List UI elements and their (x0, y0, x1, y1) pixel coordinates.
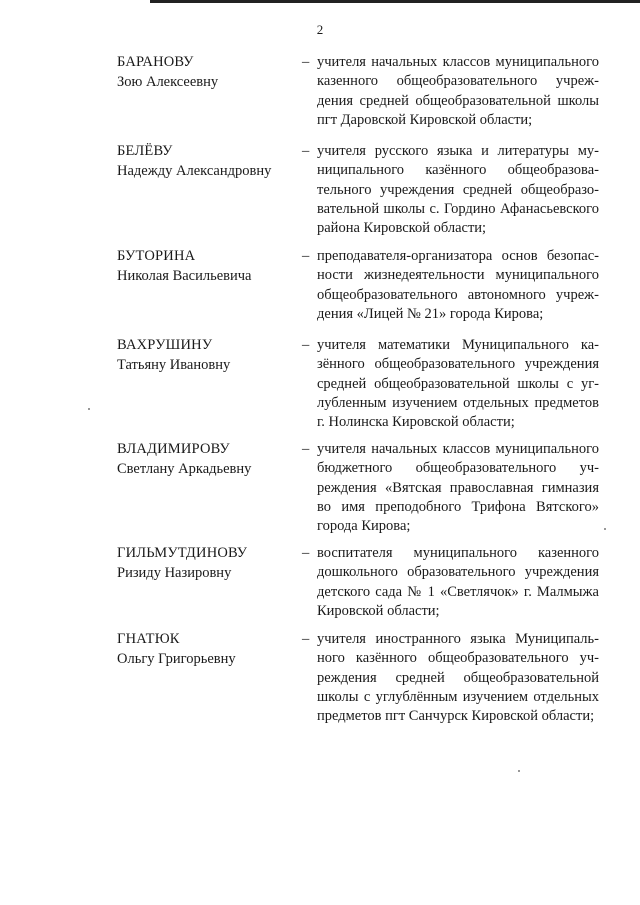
person-given-name: Ольгу Григорьевну (117, 650, 236, 667)
person-surname: ГНАТЮК (117, 631, 180, 647)
entry-description: учителя русского языка и литературы муниципального казённого общеобразовательного учреждения средней общеобразовательной школы с. Гордино Афанасьевского района Кировской области; (317, 143, 599, 237)
person-surname: ГИЛЬМУТДИНОВУ (117, 545, 248, 561)
entry-dash: – (302, 143, 310, 159)
scan-speck (604, 528, 606, 530)
entry-dash: – (302, 248, 310, 264)
person-given-name: Надежду Александровну (117, 162, 272, 179)
person-given-name: Зою Алексеевну (117, 73, 219, 90)
page-number: 2 (316, 22, 324, 37)
person-name (117, 53, 297, 92)
person-surname: БАРАНОВУ (117, 54, 194, 70)
person-given-name: Ризиду Назировну (117, 564, 232, 581)
person-name (117, 336, 297, 375)
person-surname: БУТОРИНА (117, 248, 196, 264)
entry-dash: – (302, 631, 310, 647)
person-given-name: Светлану Аркадьевну (117, 460, 252, 477)
person-surname: ВЛАДИМИРОВУ (117, 441, 230, 457)
entry-description: учителя иностранного языка Муниципального казённого общеобразовательного учреждения средней общеобразовательной школы с углублённым изучением отдельных предметов пгт Санчурск Кировской области; (317, 631, 599, 725)
scan-speck (88, 408, 90, 410)
entry-dash: – (302, 545, 310, 561)
entry-dash: – (302, 54, 310, 70)
person-given-name: Татьяну Ивановну (117, 356, 231, 373)
person-surname: БЕЛЁВУ (117, 143, 173, 159)
person-name (117, 544, 297, 583)
scan-edge-line (150, 0, 640, 3)
person-surname: ВАХРУШИНУ (117, 337, 213, 353)
entry-dash: – (302, 441, 310, 457)
entry-description: учителя начальных классов муниципального бюджетного общеобразовательного учреждения «Вятская православная гимназия во имя преподобного Трифона Вятского» города Кирова; (317, 441, 599, 535)
scan-speck (518, 770, 520, 772)
person-name (117, 247, 297, 286)
entry-dash: – (302, 337, 310, 353)
entry-description: преподавателя-организатора основ безопасности жизнедеятельности муниципального общеобразовательного автономного учреждения «Лицей № 21» города Кирова; (317, 248, 599, 322)
entry-description: воспитателя муниципального казенного дошкольного образовательного учреждения детского сада № 1 «Светлячок» г. Малмыжа Кировской области; (317, 545, 599, 619)
entry-description: учителя начальных классов муниципального казенного общеобразовательного учреждения средней общеобразовательной школы пгт Даровской Кировской области; (317, 54, 599, 128)
person-given-name: Николая Васильевича (117, 267, 252, 284)
person-name (117, 440, 297, 479)
person-name (117, 142, 297, 181)
entry-description: учителя математики Муниципального казённого общеобразовательного учреждения средней общеобразовательной школы с углубленным изучением отдельных предметов г. Нолинска Кировской области; (317, 337, 599, 431)
person-name (117, 630, 297, 669)
